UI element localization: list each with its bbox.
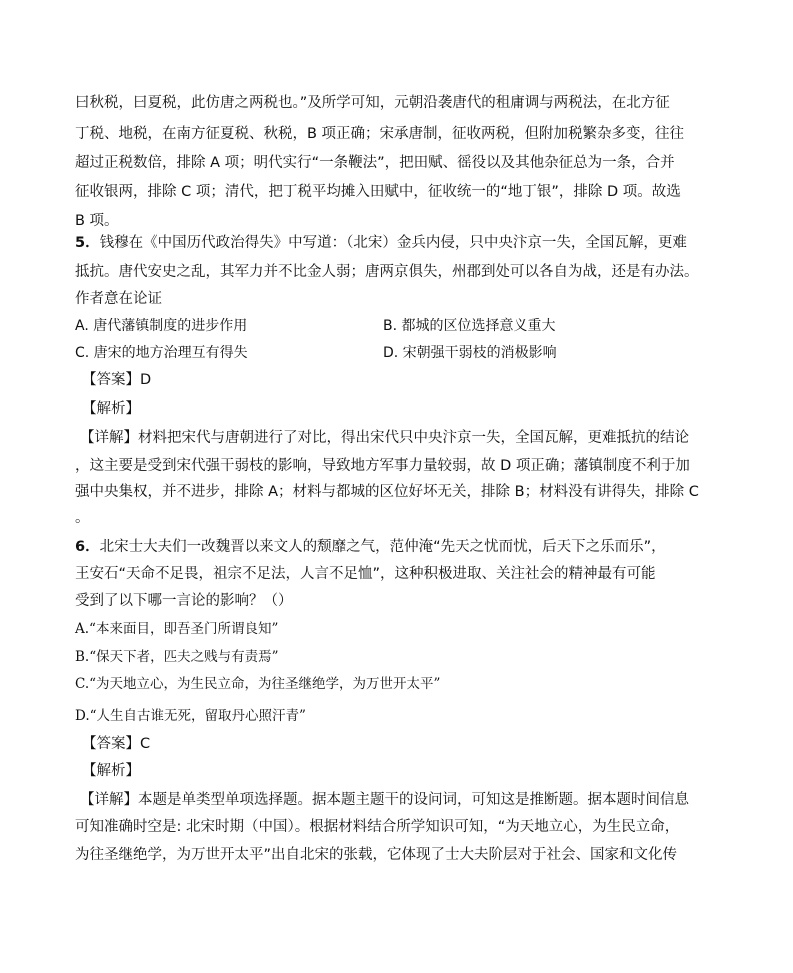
q5-option-b: B. 都城的区位选择意义重大 bbox=[383, 318, 556, 334]
q5-option-d: D. 宋朝强干弱枝的消极影响 bbox=[383, 345, 557, 361]
q6-analysis-label: 【解析】 bbox=[82, 763, 140, 779]
q5-detail-line-2: ，这主要是受到宋代强干弱枝的影响，导致地方军事力量较弱，故 D 项正确；藩镇制度不利于加 bbox=[75, 458, 690, 474]
q6-answer: 【答案】C bbox=[82, 736, 151, 752]
q5-stem-line-3: 作者意在论证 bbox=[75, 291, 162, 307]
q5-stem-line-1 bbox=[75, 233, 687, 253]
q6-detail-line-1: 【详解】本题是单类型单项选择题。据本题主题干的设问词，可知这是推断题。据本题时间信息 bbox=[80, 792, 689, 808]
q6-stem-line-3: 受到了以下哪一言论的影响？（） bbox=[75, 593, 293, 609]
q6-option-a: A.“本来面目，即吾圣门所谓良知” bbox=[75, 621, 279, 637]
q5-detail-line-4: 。 bbox=[75, 510, 90, 526]
q4-analysis-line-2: 丁税、地税，在南方征夏税、秋税，B 项正确；宋承唐制，征收两税，但附加税繁杂多变，往往 bbox=[75, 126, 685, 142]
q6-detail-line-3: 为往圣继绝学，为万世开太平”出自北宋的张载，它体现了士大夫阶层对于社会、国家和文化传 bbox=[75, 847, 678, 863]
q6-option-b: B.“保天下者，匹夫之贱与有责焉” bbox=[75, 649, 279, 665]
q5-detail-line-3: 强中央集权，并不进步，排除 A；材料与都城的区位好坏无关，排除 B；材料没有讲得失，排除 C bbox=[75, 484, 699, 500]
q4-analysis-line-4: 征收银两，排除 C 项；清代，把丁税平均摊入田赋中，征收统一的“地丁银”，排除 D 项。故选 bbox=[75, 184, 681, 200]
q5-stem-line-2: 抵抗。唐代安史之乱，其军力并不比金人弱；唐两京俱失，州郡到处可以各自为战，还是有办法。 bbox=[75, 264, 699, 280]
q6-stem-line-1 bbox=[75, 537, 666, 557]
q5-option-c: C. 唐宋的地方治理互有得失 bbox=[75, 345, 248, 361]
q5-analysis-label: 【解析】 bbox=[82, 401, 140, 417]
q6-stem-text-1: 北宋士大夫们一改魏晋以来文人的颓靡之气，范仲淹“先天之忧而忧，后天下之乐而乐”， bbox=[99, 539, 666, 555]
q6-detail-line-2: 可知准确时空是: 北宋时期（中国）。根据材料结合所学知识可知，“为天地立心，为生民立命， bbox=[75, 819, 680, 835]
q5-option-a: A. 唐代藩镇制度的进步作用 bbox=[75, 318, 248, 334]
q5-answer: 【答案】D bbox=[82, 372, 152, 388]
q6-option-c: C.“为天地立心，为生民立命，为往圣继绝学，为万世开太平” bbox=[75, 676, 441, 692]
q5-stem-text-1: 钱穆在《中国历代政治得失》中写道：（北宋）金兵内侵，只中央汴京一失，全国瓦解，更难 bbox=[99, 235, 687, 251]
q4-analysis-line-3: 超过正税数倍，排除 A 项；明代实行“一条鞭法”，把田赋、徭役以及其他杂征总为一条，合并 bbox=[75, 155, 675, 171]
q6-option-d: D.“人生自古谁无死，留取丹心照汗青” bbox=[75, 708, 306, 724]
q6-number: 6． bbox=[75, 539, 100, 555]
q6-stem-line-2: 王安石“天命不足畏，祖宗不足法，人言不足恤”，这种积极进取、关注社会的精神最有可能 bbox=[75, 566, 656, 582]
q5-detail-line-1: 【详解】材料把宋代与唐朝进行了对比，得出宋代只中央汴京一失，全国瓦解，更难抵抗的结论 bbox=[80, 430, 689, 446]
q4-analysis-line-5: B 项。 bbox=[75, 213, 119, 229]
q4-analysis-line-1: 曰秋税，曰夏税，此仿唐之两税也。”及所学可知，元朝沿袭唐代的租庸调与两税法，在北方征 bbox=[75, 95, 670, 111]
q5-number: 5． bbox=[75, 235, 100, 251]
